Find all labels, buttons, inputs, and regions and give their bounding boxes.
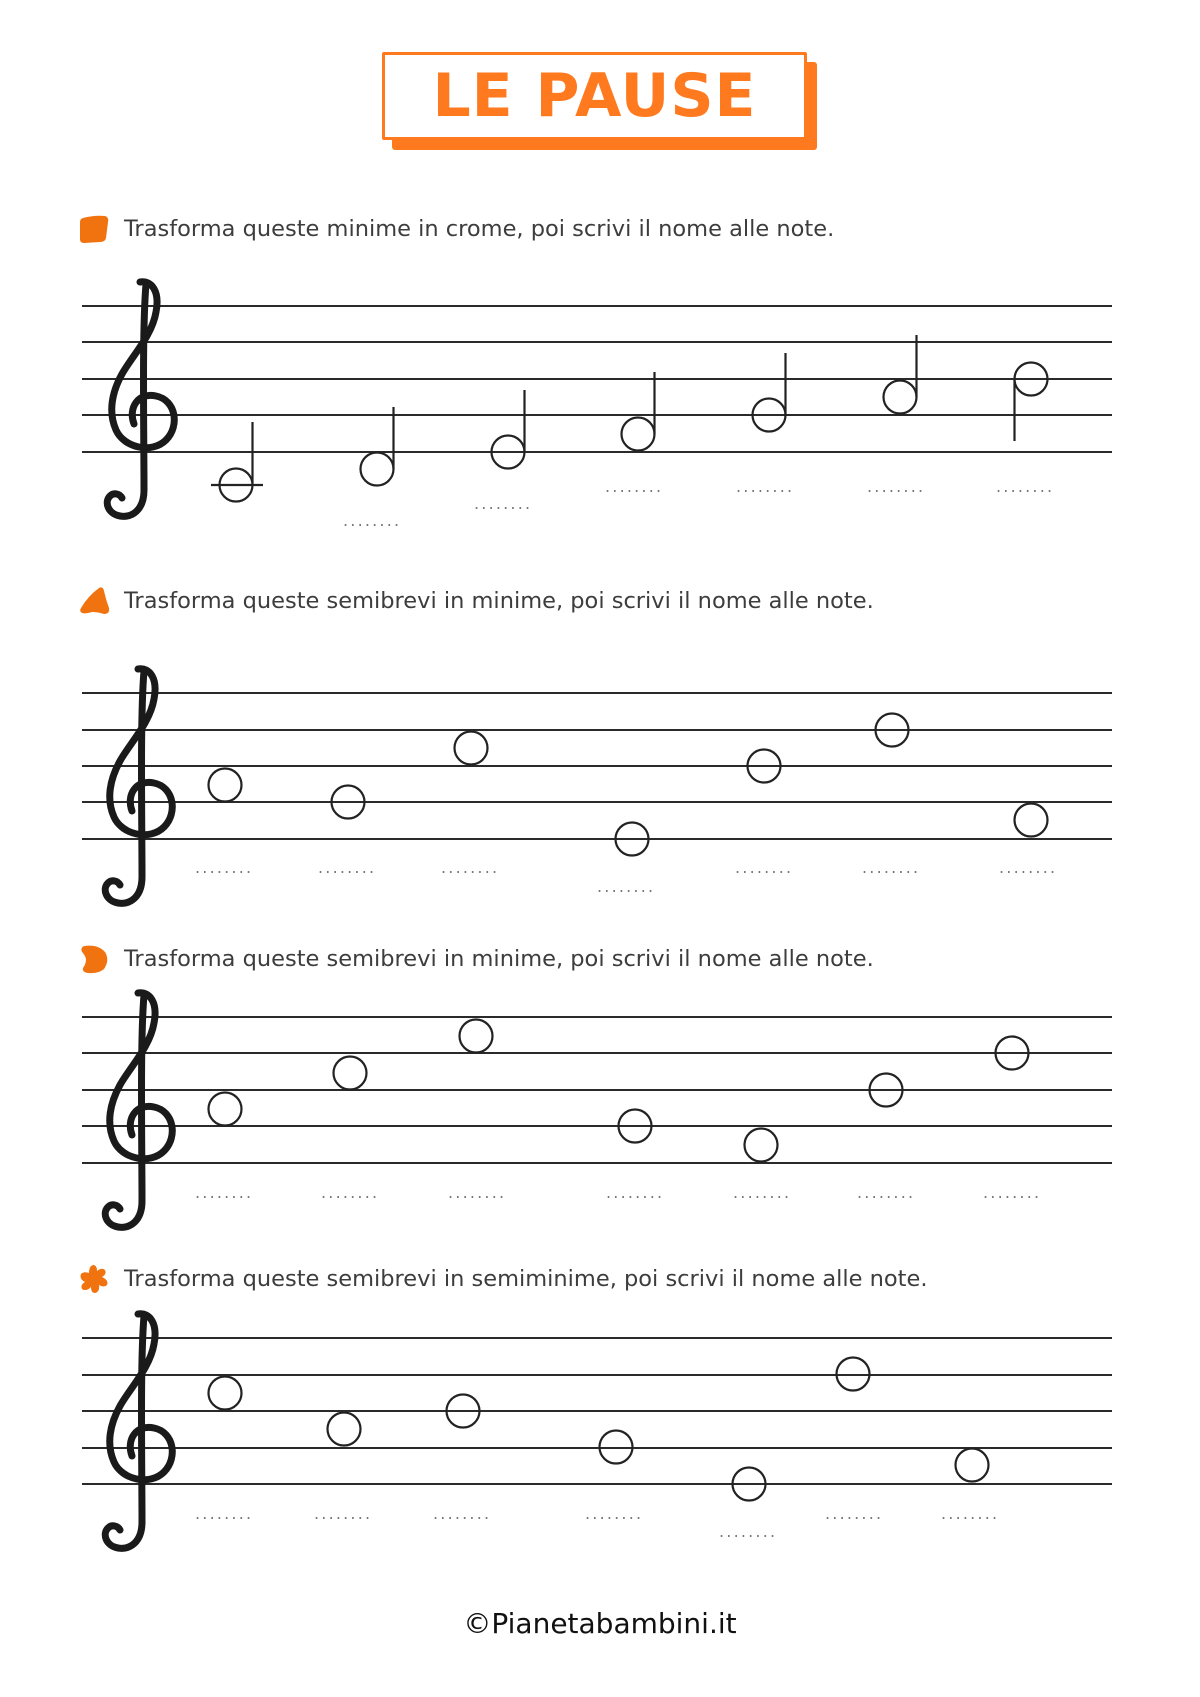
staff-1 <box>82 282 1112 517</box>
answer-blank[interactable]: ........ <box>474 494 533 513</box>
treble-clef-icon <box>105 1314 172 1549</box>
treble-clef-icon <box>107 282 174 517</box>
answer-blank[interactable]: ........ <box>733 1183 792 1202</box>
answer-blank[interactable]: ........ <box>983 1183 1042 1202</box>
treble-clef-icon <box>105 993 172 1228</box>
instruction-text: Trasforma queste semibrevi in minime, poi scrivi il nome alle note. <box>124 588 874 614</box>
answer-blank[interactable]: ........ <box>433 1504 492 1523</box>
copyright-footer: ©Pianetabambini.it <box>463 1607 737 1640</box>
answer-blank[interactable]: ........ <box>195 1183 254 1202</box>
answer-blank[interactable]: ........ <box>343 511 402 530</box>
answer-blank[interactable]: ........ <box>314 1504 373 1523</box>
answer-blank[interactable]: ........ <box>736 477 795 496</box>
answer-blank[interactable]: ........ <box>605 477 664 496</box>
instruction-text: Trasforma queste semibrevi in semiminime, poi scrivi il nome alle note. <box>124 1266 928 1292</box>
notes <box>209 714 1048 856</box>
answer-blank[interactable]: ........ <box>321 1183 380 1202</box>
answer-blank[interactable]: ........ <box>448 1183 507 1202</box>
answer-blank[interactable]: ........ <box>719 1522 778 1541</box>
answer-blank[interactable]: ........ <box>857 1183 916 1202</box>
answer-blank[interactable]: ........ <box>195 858 254 877</box>
instruction-text: Trasforma queste minime in crome, poi scrivi il nome alle note. <box>124 216 835 242</box>
notes <box>209 1358 989 1501</box>
answer-blank[interactable]: ........ <box>941 1504 1000 1523</box>
answer-blank[interactable]: ........ <box>606 1183 665 1202</box>
answer-blank[interactable]: ........ <box>735 858 794 877</box>
answer-blank[interactable]: ........ <box>825 1504 884 1523</box>
answer-blank[interactable]: ........ <box>195 1504 254 1523</box>
answer-blank[interactable]: ........ <box>597 877 656 896</box>
answer-blank[interactable]: ........ <box>867 477 926 496</box>
answer-blank[interactable]: ........ <box>996 477 1055 496</box>
answer-blank[interactable]: ........ <box>862 858 921 877</box>
treble-clef-icon <box>105 669 172 904</box>
instruction-text: Trasforma queste semibrevi in minime, poi scrivi il nome alle note. <box>124 946 874 972</box>
page-title: LE PAUSE <box>432 61 757 131</box>
answer-blank[interactable]: ........ <box>318 858 377 877</box>
answer-blank[interactable]: ........ <box>585 1504 644 1523</box>
answer-blank[interactable]: ........ <box>999 858 1058 877</box>
answer-blank[interactable]: ........ <box>441 858 500 877</box>
